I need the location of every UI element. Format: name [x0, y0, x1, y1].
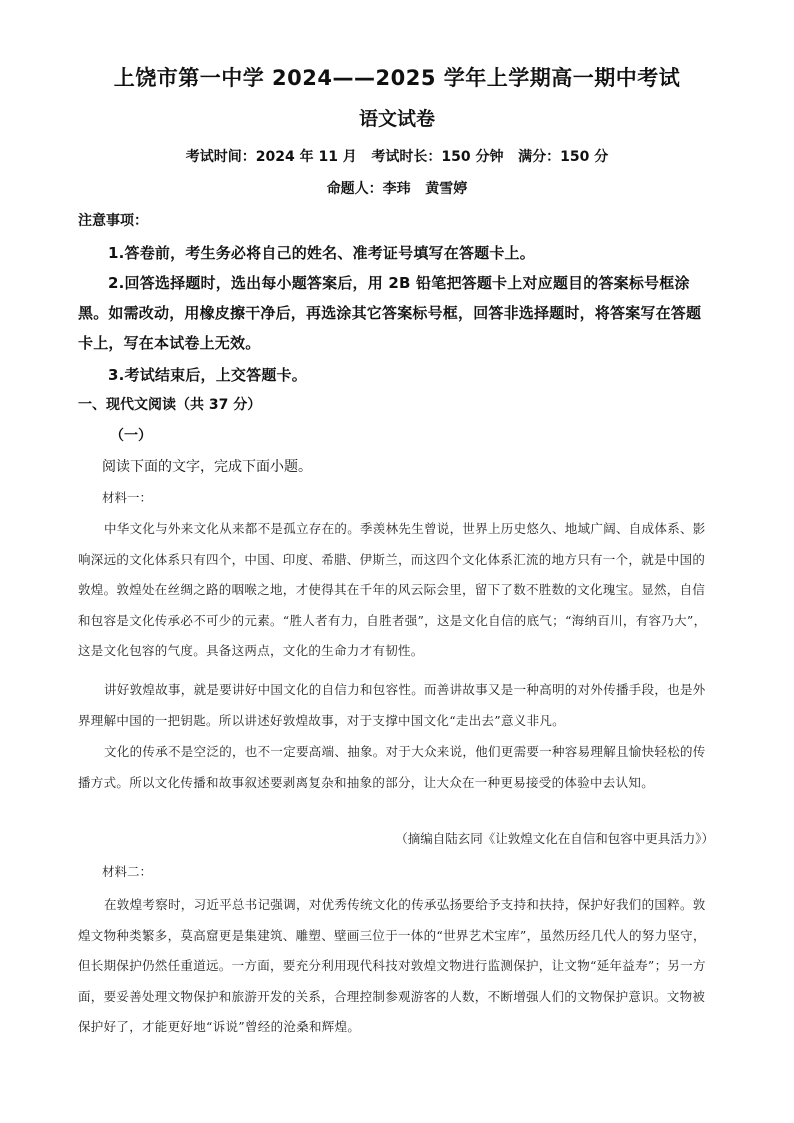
section-heading: 一、现代文阅读（共 37 分）: [78, 397, 262, 413]
notice-item-2: 2.回答选择题时，选出每小题答案后，用 2B 铅笔把答题卡上对应题目的答案标号框涂黑。如需改动，用橡皮擦干净后，再选涂其它答案标号框，回答非选择题时，将答案写在答题卡上，写在本试卷上无效。: [78, 274, 702, 352]
authors: 命题人：李玮 黄雪婷: [326, 181, 468, 197]
notice-item-3: 3.考试结束后，上交答题卡。: [108, 366, 307, 384]
material-1-paragraph-3: 文化的传承不是空泛的，也不一定要高端、抽象。对于大众来说，他们更需要一种容易理解且愉快轻松的传播方式。所以文化传播和故事叙述要剥离复杂和抽象的部分，让大众在一种更易接受的体验中去认知。: [78, 744, 706, 790]
notice-heading: 注意事项：: [78, 213, 148, 229]
notice-item-1: 1.答卷前，考生务必将自己的姓名、准考证号填写在答题卡上。: [108, 244, 535, 262]
material-1-source: （摘编自陆玄同《让敦煌文化在自信和包容中更具活力》）: [395, 831, 714, 846]
material-2-label: 材料二：: [102, 864, 153, 879]
material-1-paragraph-2: 讲好敦煌故事，就是要讲好中国文化的自信力和包容性。而善讲故事又是一种高明的对外传播手段，也是外界理解中国的一把钥匙。所以讲述好敦煌故事，对于支撑中国文化“走出去”意义非凡。: [78, 682, 706, 728]
subsection-heading: （一）: [110, 428, 152, 444]
material-2-paragraph-1: 在敦煌考察时，习近平总书记强调，对优秀传统文化的传承弘扬要给予支持和扶持，保护好我们的国粹。敦煌文物种类繁多，莫高窟更是集建筑、雕塑、壁画三位于一体的“世界艺术宝库”，虽然历经几代人的努力坚守，但长期保护仍然任重道远。一方面，要充分利用现代科技对敦煌文物进行监测保护，让文物“延年益寿”；另一方面，要妥善处理文物保护和旅游开发的关系，合理控制参观游客的人数，不断增强人们的文物保护意识。文物被保护好了，才能更好地“诉说”曾经的沧桑和辉煌。: [78, 897, 706, 1034]
material-1-paragraph-1: 中华文化与外来文化从来都不是孤立存在的。季羡林先生曾说，世界上历史悠久、地域广阔、自成体系、影响深远的文化体系只有四个，中国、印度、希腊、伊斯兰，而这四个文化体系汇流的地方只有一个，就是中国的敦煌。敦煌处在丝绸之路的咽喉之地，才使得其在千年的风云际会里，留下了数不胜数的文化瑰宝。显然，自信和包容是文化传承必不可少的元素。“胜人者有力，自胜者强”，这是文化自信的底气；“海纳百川，有容乃大”，这是文化包容的气度。具备这两点，文化的生命力才有韧性。: [78, 521, 707, 658]
exam-info: 考试时间：2024 年 11 月 考试时长：150 分钟 满分：150 分: [185, 149, 609, 165]
material-1-label: 材料一：: [102, 490, 153, 505]
subject-title: 语文试卷: [358, 108, 435, 130]
school-title: 上饶市第一中学 2024——2025 学年上学期高一期中考试: [113, 66, 681, 90]
reading-instruction: 阅读下面的文字，完成下面小题。: [102, 459, 312, 475]
